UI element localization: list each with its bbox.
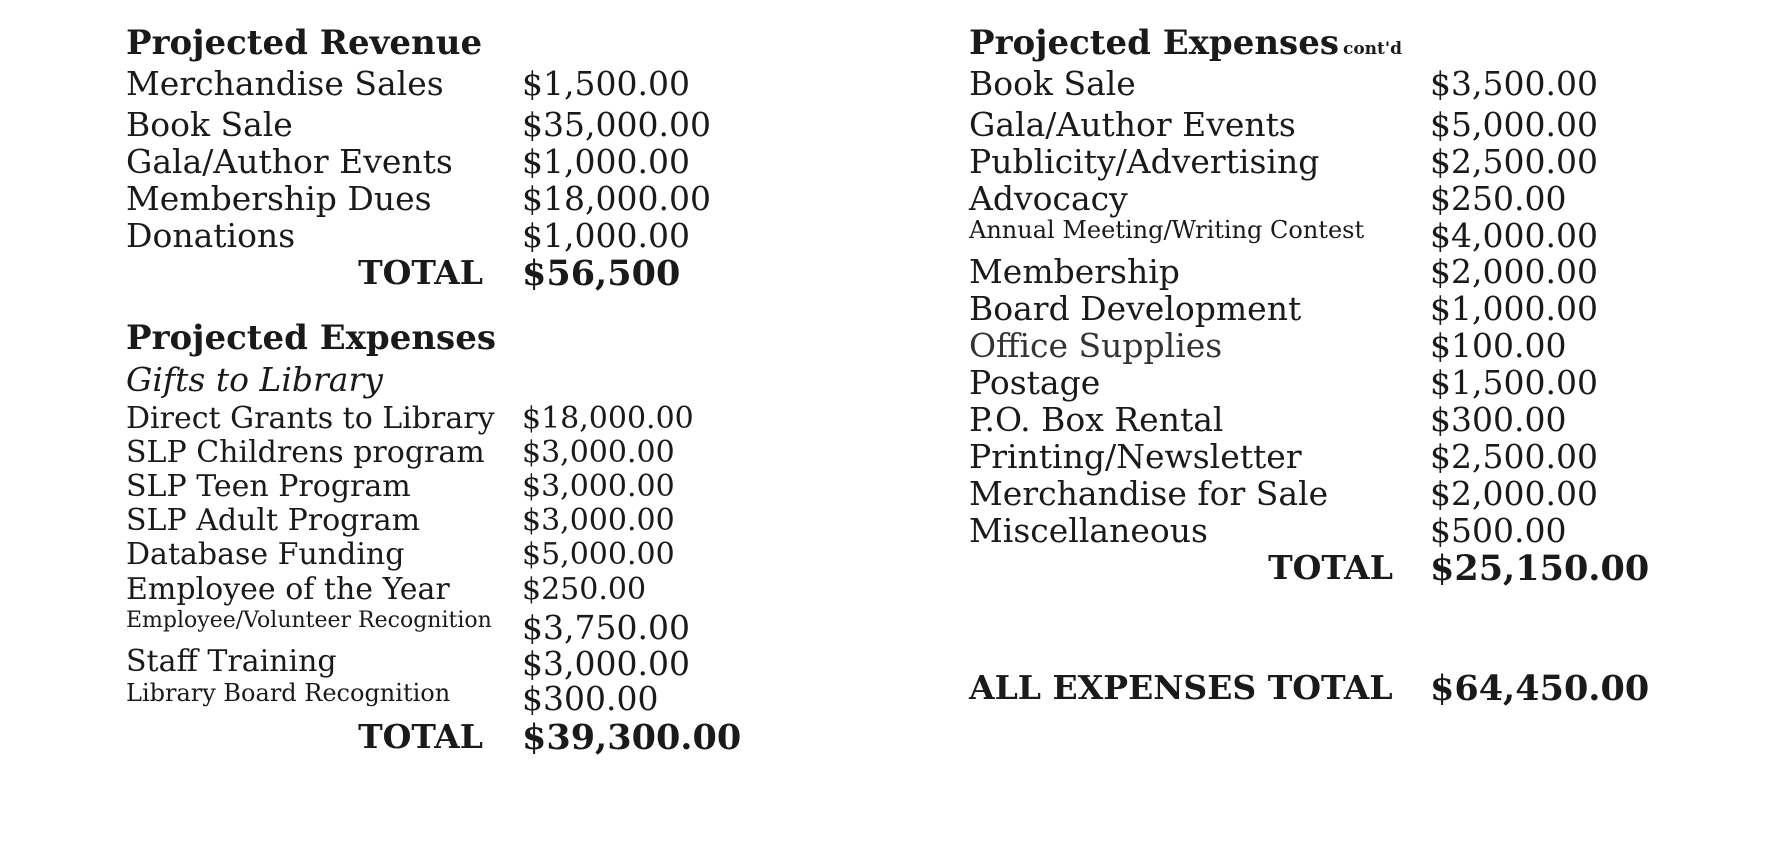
item-label: Book Sale — [126, 105, 293, 144]
list-item — [969, 400, 1567, 439]
item-amount: $1,000.00 — [1430, 289, 1598, 328]
item-amount: $3,000.00 — [522, 435, 675, 470]
expenses-total: $39,300.00 — [522, 717, 742, 758]
item-amount: $5,000.00 — [1430, 105, 1598, 144]
item-amount: $4,000.00 — [1430, 216, 1598, 255]
item-label: Library Board Recognition — [126, 679, 451, 707]
item-amount: $18,000.00 — [522, 401, 694, 436]
item-amount: $300.00 — [1430, 400, 1567, 439]
item-amount: $2,000.00 — [1430, 474, 1598, 513]
item-amount: $2,500.00 — [1430, 142, 1598, 181]
expenses-title: Projected Expenses — [126, 318, 496, 358]
expenses-total-row — [126, 717, 742, 758]
item-label: Merchandise Sales — [126, 64, 444, 103]
all-expenses-total-row — [969, 668, 1650, 710]
item-amount: $3,000.00 — [522, 469, 675, 504]
item-label: Database Funding — [126, 537, 405, 572]
expenses-contd-title — [969, 22, 1402, 64]
item-label: SLP Teen Program — [126, 469, 411, 504]
item-amount: $500.00 — [1430, 511, 1567, 550]
list-item — [969, 216, 1598, 255]
item-amount: $2,500.00 — [1430, 437, 1598, 476]
item-label: SLP Adult Program — [126, 503, 421, 538]
right-column — [969, 22, 1650, 710]
item-amount: $250.00 — [1430, 179, 1567, 218]
expenses-contd-total: $25,150.00 — [1430, 548, 1650, 589]
item-amount: $5,000.00 — [522, 537, 675, 572]
list-item — [126, 503, 675, 538]
total-label: TOTAL — [1268, 548, 1393, 587]
list-item — [969, 179, 1567, 218]
revenue-title: Projected Revenue — [126, 23, 483, 63]
item-amount: $250.00 — [522, 572, 647, 607]
all-expenses-total: $64,450.00 — [1430, 668, 1650, 709]
item-label: Printing/Newsletter — [969, 437, 1302, 476]
list-item — [969, 252, 1598, 291]
item-label: Employee/Volunteer Recognition — [126, 608, 492, 633]
list-item — [969, 437, 1598, 476]
item-label: Miscellaneous — [969, 511, 1208, 550]
item-amount: $1,500.00 — [1430, 363, 1598, 402]
item-label: P.O. Box Rental — [969, 400, 1224, 439]
list-item — [969, 474, 1598, 513]
list-item — [126, 679, 659, 718]
list-item — [969, 64, 1598, 105]
revenue-total: $56,500 — [522, 253, 681, 294]
item-label: Annual Meeting/Writing Contest — [969, 216, 1365, 244]
item-amount: $1,500.00 — [522, 64, 690, 103]
list-item — [126, 142, 690, 181]
item-label: Merchandise for Sale — [969, 474, 1329, 513]
item-amount: $3,750.00 — [522, 608, 690, 647]
item-amount: $300.00 — [522, 679, 659, 718]
item-label: Employee of the Year — [126, 572, 450, 607]
list-item — [126, 179, 711, 218]
expenses-contd-total-row — [969, 548, 1650, 590]
item-label: Staff Training — [126, 644, 337, 679]
list-item — [126, 572, 647, 608]
item-amount: $35,000.00 — [522, 105, 711, 144]
item-label: Book Sale — [969, 64, 1136, 103]
list-item — [969, 511, 1567, 550]
item-label: Publicity/Advertising — [969, 142, 1320, 181]
expenses-subtitle: Gifts to Library — [126, 360, 383, 399]
item-label: Advocacy — [969, 179, 1128, 218]
list-item — [126, 608, 690, 647]
item-amount: $100.00 — [1430, 326, 1567, 365]
list-item — [126, 469, 675, 504]
item-amount: $3,000.00 — [522, 503, 675, 538]
list-item — [126, 537, 675, 572]
item-label: SLP Childrens program — [126, 435, 485, 470]
total-label: TOTAL — [358, 253, 483, 292]
list-item — [126, 435, 675, 470]
item-amount: $2,000.00 — [1430, 252, 1598, 291]
item-amount: $18,000.00 — [522, 179, 711, 218]
item-amount: $3,500.00 — [1430, 64, 1598, 103]
item-label: Direct Grants to Library — [126, 401, 495, 436]
list-item — [126, 64, 690, 105]
item-label: Office Supplies — [969, 326, 1223, 365]
expenses-contd-title-text: Projected Expenses — [969, 23, 1339, 63]
total-label: TOTAL — [358, 717, 483, 756]
list-item — [969, 326, 1567, 365]
item-label: Postage — [969, 363, 1101, 402]
item-label: Gala/Author Events — [126, 142, 453, 181]
item-label: Membership Dues — [126, 179, 432, 218]
list-item — [126, 216, 690, 255]
list-item — [969, 363, 1598, 402]
item-label: Membership — [969, 252, 1180, 291]
item-label: Donations — [126, 216, 296, 255]
list-item — [969, 142, 1598, 181]
left-column — [126, 22, 742, 758]
list-item — [969, 289, 1598, 328]
item-amount: $3,000.00 — [522, 644, 690, 683]
all-expenses-label: ALL EXPENSES TOTAL — [969, 668, 1393, 707]
list-item — [969, 105, 1598, 144]
item-label: Board Development — [969, 289, 1302, 328]
revenue-total-row — [126, 253, 681, 294]
item-label: Gala/Author Events — [969, 105, 1296, 144]
item-amount: $1,000.00 — [522, 142, 690, 181]
list-item — [126, 401, 694, 436]
list-item — [126, 105, 711, 144]
list-item — [126, 644, 690, 683]
item-amount: $1,000.00 — [522, 216, 690, 255]
title-suffix: cont'd — [1342, 39, 1402, 59]
